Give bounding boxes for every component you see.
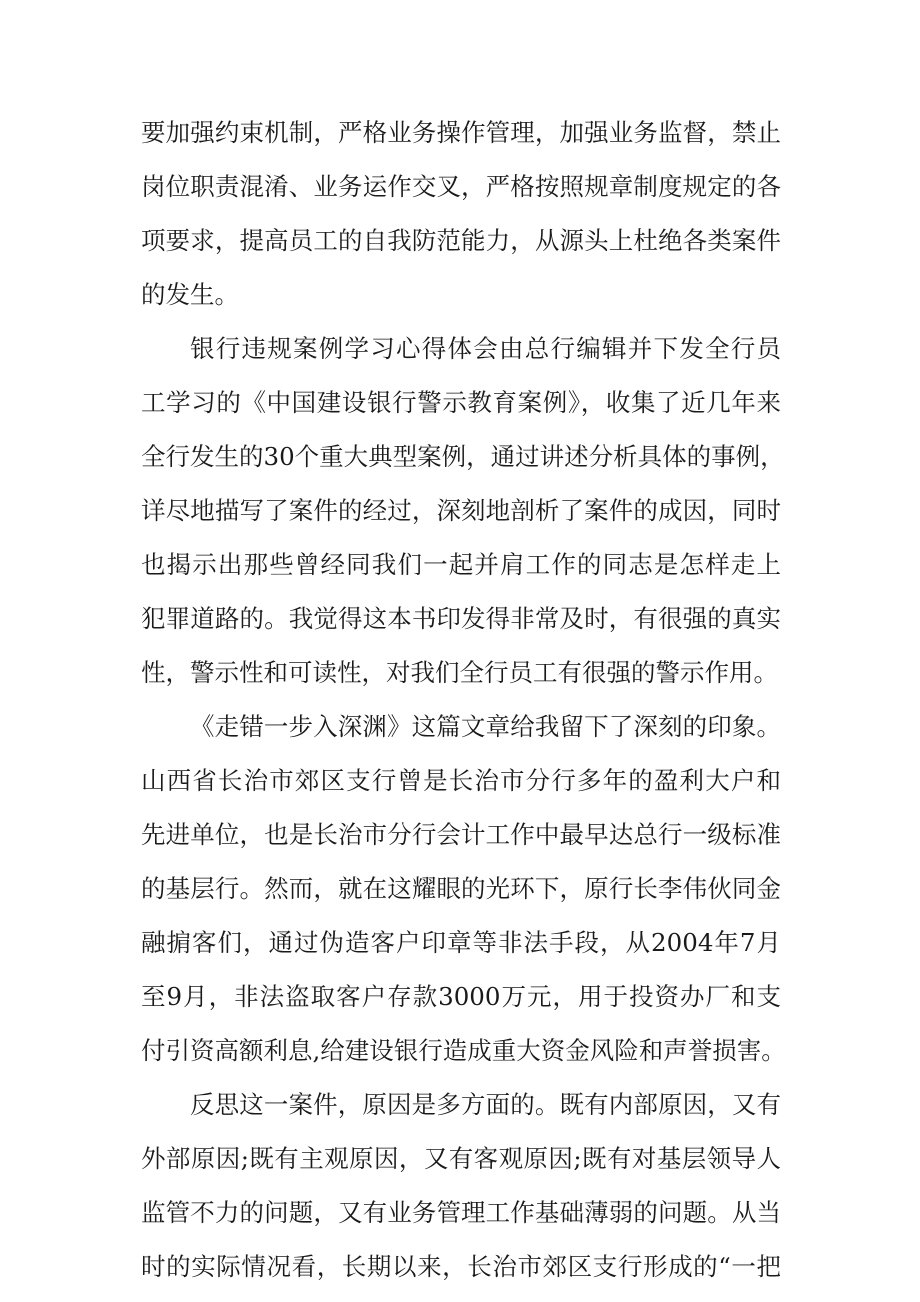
text-line: 至9月，非法盗取客户存款3000万元，用于投资办厂和支 (141, 982, 781, 1011)
text-line: 外部原因;既有主观原因，又有客观原因;既有对基层领导人 (141, 1144, 781, 1173)
document-body (141, 106, 786, 1294)
text-line: 融掮客们，通过伪造客户印章等非法手段，从2004年7月 (141, 928, 781, 957)
paragraph-2 (141, 322, 785, 700)
text-line: 犯罪道路的。我觉得这本书印发得非常及时，有很强的真实 (141, 604, 781, 633)
text-line: 反思这一案件，原因是多方面的。既有内部原因，又有 (190, 1090, 781, 1119)
text-line: 要加强约束机制，严格业务操作管理，加强业务监督，禁止 (141, 118, 781, 147)
text-line: 先进单位，也是长治市分行会计工作中最早达总行一级标准 (141, 820, 781, 849)
text-line: 的发生。 (141, 280, 239, 309)
paragraph-1 (141, 106, 781, 322)
text-line: 付引资高额利息,给建设银行造成重大资金风险和声誉损害。 (141, 1036, 786, 1065)
text-line: 《走错一步入深渊》这篇文章给我留下了深刻的印象。 (190, 712, 781, 741)
text-line: 详尽地描写了案件的经过，深刻地剖析了案件的成因，同时 (141, 496, 781, 525)
text-line: 也揭示出那些曾经同我们一起并肩工作的同志是怎样走上 (141, 550, 781, 579)
text-line: 监管不力的问题，又有业务管理工作基础薄弱的问题。从当 (141, 1198, 781, 1227)
text-line: 全行发生的30个重大典型案例，通过讲述分析具体的事例， (141, 442, 785, 471)
text-line: 岗位职责混淆、业务运作交叉，严格按照规章制度规定的各 (141, 172, 781, 201)
text-line: 山西省长治市郊区支行曾是长治市分行多年的盈利大户和 (141, 766, 781, 795)
text-line: 工学习的《中国建设银行警示教育案例》，收集了近几年来 (141, 388, 781, 417)
text-line: 的基层行。然而，就在这耀眼的光环下，原行长李伟伙同金 (141, 874, 781, 903)
paragraph-3 (141, 700, 786, 1078)
paragraph-4 (141, 1078, 781, 1294)
text-line: 性，警示性和可读性，对我们全行员工有很强的警示作用。 (141, 658, 778, 687)
text-line: 项要求，提高员工的自我防范能力，从源头上杜绝各类案件 (141, 226, 781, 255)
text-line: 银行违规案例学习心得体会由总行编辑并下发全行员 (190, 334, 781, 363)
text-line: 时的实际情况看，长期以来，长治市郊区支行形成的“一把 (141, 1252, 781, 1281)
